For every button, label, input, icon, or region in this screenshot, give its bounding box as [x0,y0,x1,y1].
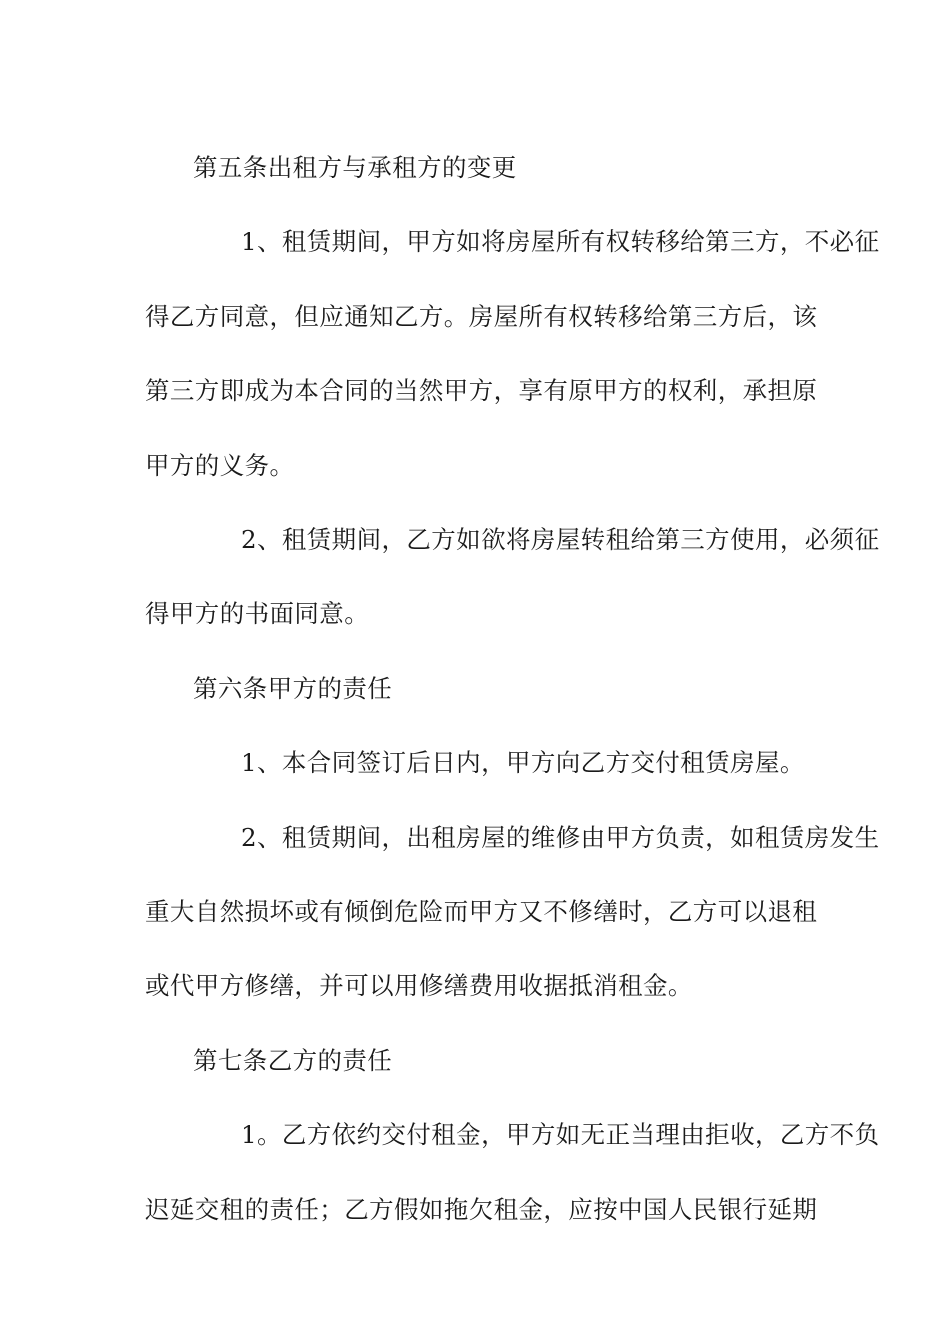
text-line: 第五条出租方与承租方的变更 [193,153,517,182]
text-line: 第七条乙方的责任 [193,1045,393,1075]
text-line: 1。乙方依约交付租金，甲方如无正当理由拒收，乙方不负 [241,1120,880,1150]
article-6-heading [145,652,810,726]
article-5-clause-1 [145,205,880,503]
text-line: 1、租赁期间，甲方如将房屋所有权转移给第三方，不必征 [241,227,880,257]
text-line: 2、租赁期间，乙方如欲将房屋转租给第三方使用，必须征 [241,525,880,555]
article-5-heading [145,131,810,205]
text-line: 2、租赁期间，出租房屋的维修由甲方负责，如租赁房发生 [241,822,880,852]
text-line: 甲方的义务。 [145,450,295,480]
article-6-clause-1 [145,726,810,800]
text-line: 得乙方同意，但应通知乙方。房屋所有权转移给第三方后，该 [145,301,818,331]
text-line: 第六条甲方的责任 [193,673,393,703]
text-line: 或代甲方修缮，并可以用修缮费用收据抵消租金。 [145,971,693,1001]
text-line: 重大自然损坏或有倾倒危险而甲方又不修缮时，乙方可以退租 [145,897,818,927]
text-line: 迟延交租的责任；乙方假如拖欠租金，应按中国人民银行延期 [145,1194,818,1224]
text-line: 得甲方的书面同意。 [145,599,370,629]
text-line: 1、本合同签订后日内，甲方向乙方交付租赁房屋。 [241,748,805,778]
text-line: 第三方即成为本合同的当然甲方，享有原甲方的权利，承担原 [145,376,818,406]
article-7-clause-1 [145,1098,880,1247]
document-body [145,131,880,1247]
article-5-clause-2 [145,503,880,652]
article-6-clause-2 [145,801,880,1024]
article-7-heading [145,1024,810,1098]
